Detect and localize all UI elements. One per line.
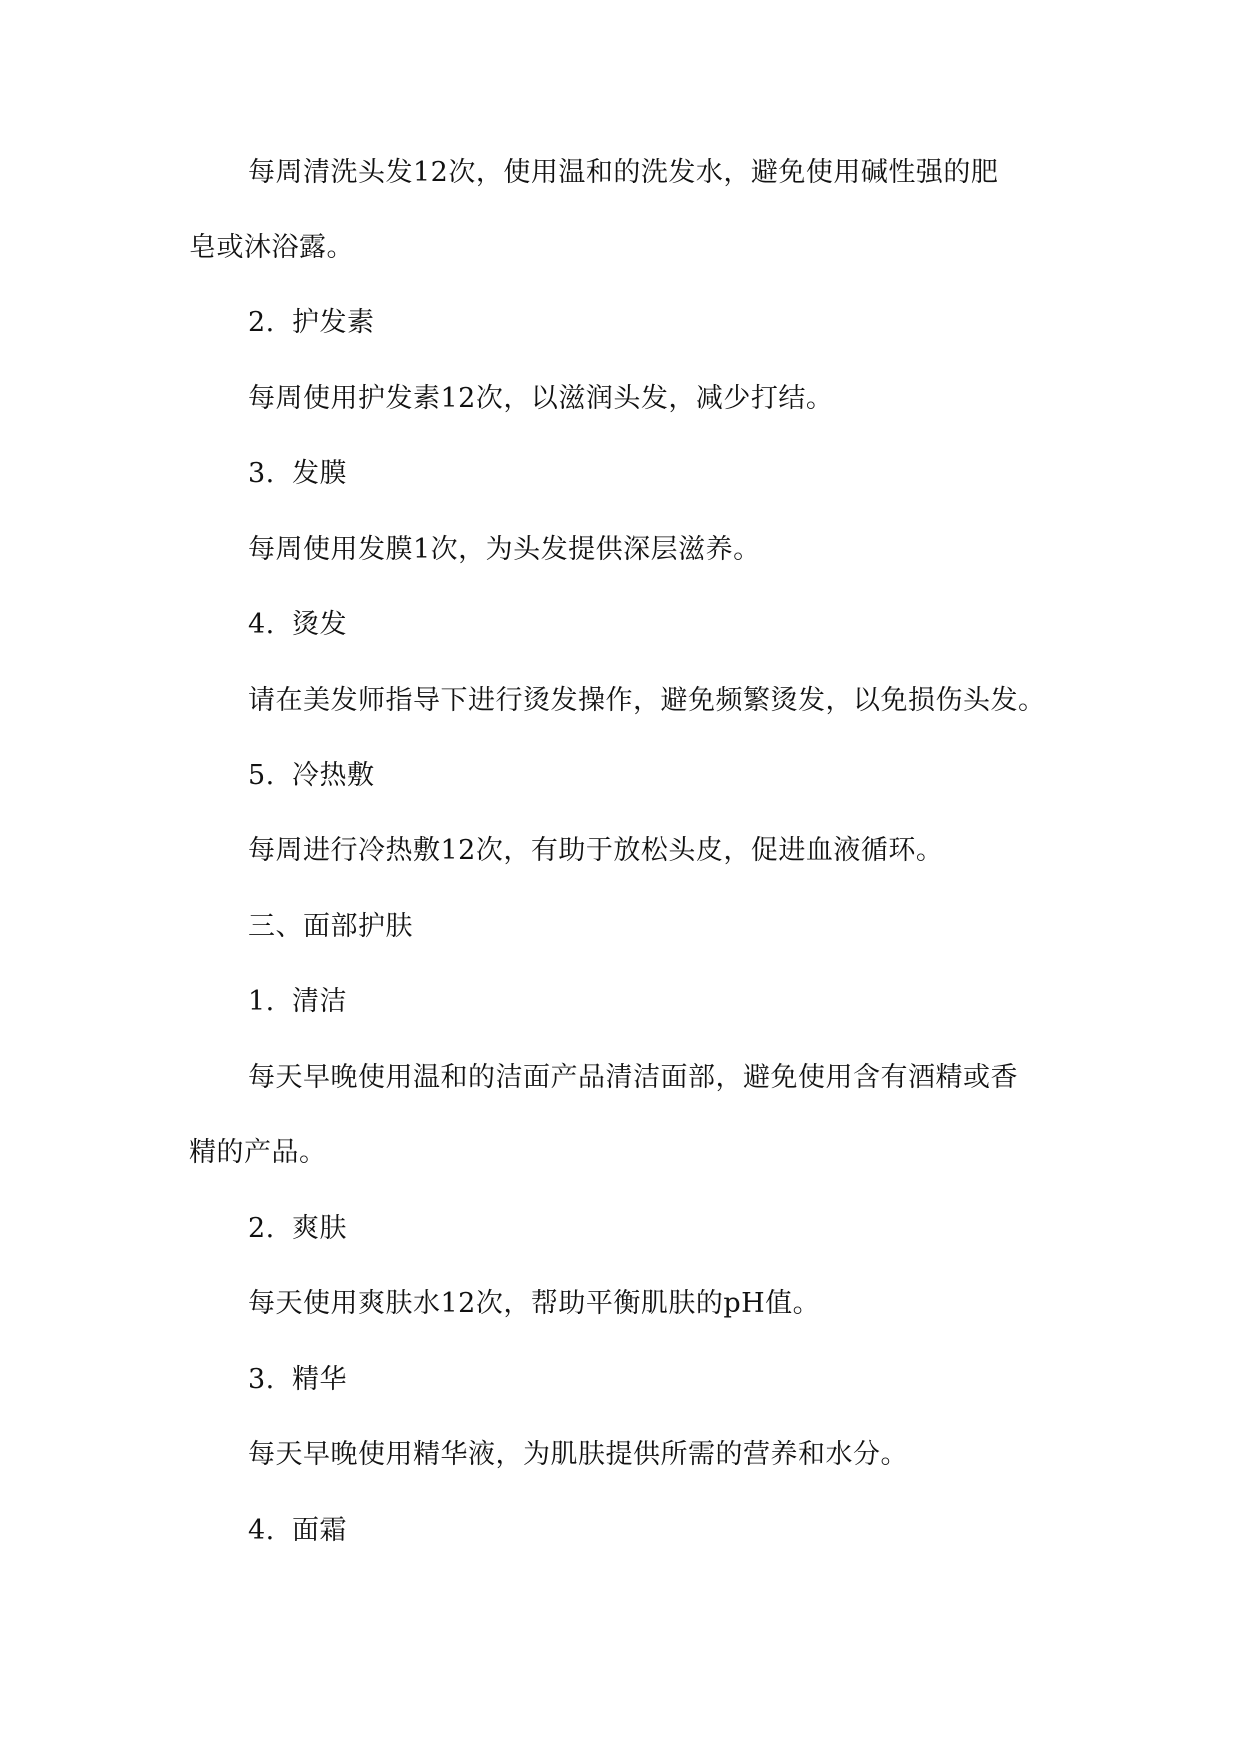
list-heading-label: 面霜 [292, 1515, 347, 1546]
paragraph-line: 每周清洗头发12次，使用温和的洗发水，避免使用碱性强的肥 [248, 157, 999, 188]
list-number: 3. [248, 458, 275, 489]
paragraph-line: 精的产品。 [189, 1137, 327, 1168]
list-number: 1. [248, 986, 275, 1017]
list-heading-label: 精华 [292, 1364, 347, 1395]
list-number: 4. [248, 1515, 275, 1546]
list-number: 4. [248, 609, 275, 640]
paragraph-line: 请在美发师指导下进行烫发操作，避免频繁烫发，以免损伤头发。 [248, 685, 1046, 716]
list-heading [248, 456, 347, 492]
paragraph-line: 每周使用发膜1次，为头发提供深层滋养。 [248, 534, 761, 565]
paragraph-line: 皂或沐浴露。 [189, 232, 354, 263]
list-heading-label: 烫发 [292, 609, 347, 640]
list-heading [248, 305, 375, 341]
list-heading [248, 1211, 347, 1247]
list-heading-label: 清洁 [292, 986, 347, 1017]
list-number: 3. [248, 1364, 275, 1395]
list-number: 5. [248, 760, 275, 791]
list-heading [248, 984, 347, 1020]
paragraph-line: 每天早晚使用温和的洁面产品清洁面部，避免使用含有酒精或香 [248, 1062, 1018, 1093]
list-heading [248, 1513, 347, 1549]
paragraph-line: 每天使用爽肤水12次，帮助平衡肌肤的pH值。 [248, 1288, 821, 1319]
list-heading [248, 607, 347, 643]
list-number: 2. [248, 1213, 275, 1244]
list-heading-label: 爽肤 [292, 1213, 347, 1244]
list-heading [248, 1362, 347, 1398]
paragraph-line: 每天早晚使用精华液，为肌肤提供所需的营养和水分。 [248, 1439, 908, 1470]
list-heading-label: 冷热敷 [292, 760, 375, 791]
list-heading [248, 758, 375, 794]
section-heading: 三、面部护肤 [248, 911, 413, 942]
list-heading-label: 发膜 [292, 458, 347, 489]
list-heading-label: 护发素 [292, 307, 375, 338]
paragraph-line: 每周使用护发素12次，以滋润头发，减少打结。 [248, 383, 834, 414]
list-number: 2. [248, 307, 275, 338]
paragraph-line: 每周进行冷热敷12次，有助于放松头皮，促进血液循环。 [248, 835, 944, 866]
